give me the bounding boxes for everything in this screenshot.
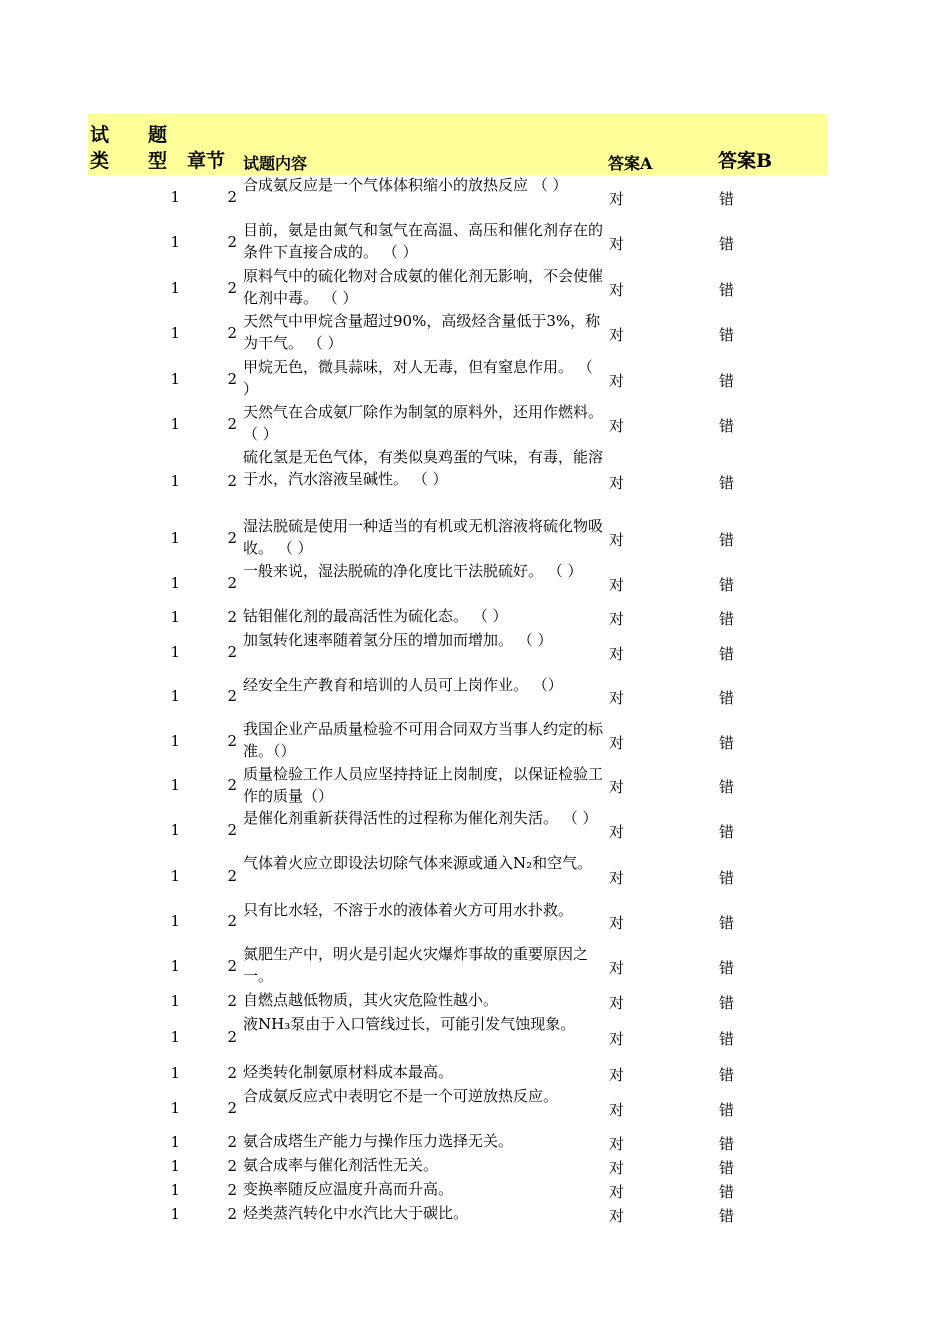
cell-question-type: 1 — [170, 233, 180, 251]
table-row — [88, 447, 828, 516]
table-row — [88, 561, 828, 606]
cell-question-type: 1 — [170, 279, 180, 297]
table-row — [88, 853, 828, 900]
cell-question-type: 1 — [170, 574, 180, 592]
cell-answer-a: 对 — [609, 734, 625, 752]
cell-question-type: 1 — [170, 1028, 180, 1046]
cell-answer-a: 对 — [609, 1183, 625, 1201]
cell-chapter: 2 — [227, 608, 237, 626]
table-row — [88, 606, 828, 630]
cell-question-type: 1 — [170, 957, 180, 975]
cell-question-type: 1 — [170, 188, 180, 206]
cell-answer-b: 错 — [719, 734, 735, 752]
cell-answer-a: 对 — [609, 372, 625, 390]
cell-chapter: 2 — [227, 992, 237, 1010]
cell-question-type: 1 — [170, 1205, 180, 1223]
cell-question-text: 我国企业产品质量检验不可用合同双方当事人约定的标准。（） — [243, 720, 604, 760]
cell-chapter: 2 — [227, 1099, 237, 1117]
cell-answer-a: 对 — [609, 994, 625, 1012]
cell-chapter: 2 — [227, 643, 237, 661]
cell-question-text: 气体着火应立即设法切除气体来源或通入N₂和空气。 — [243, 854, 593, 872]
table-body — [88, 175, 828, 1227]
table-row — [88, 808, 828, 853]
cell-question-text: 自燃点越低物质，其火灾危险性越小。 — [243, 991, 499, 1009]
cell-chapter: 2 — [227, 574, 237, 592]
cell-answer-a: 对 — [609, 869, 625, 887]
cell-answer-b: 错 — [719, 235, 735, 253]
table-row — [88, 1131, 828, 1155]
cell-question-type: 1 — [170, 687, 180, 705]
cell-answer-b: 错 — [719, 959, 735, 977]
cell-chapter: 2 — [227, 324, 237, 342]
cell-question-text: 目前，氨是由氮气和氢气在高温、高压和催化剂存在的条件下直接合成的。 （ ） — [243, 221, 604, 261]
table-row — [88, 1155, 828, 1179]
cell-question-type: 1 — [170, 821, 180, 839]
cell-answer-a: 对 — [609, 474, 625, 492]
cell-question-text: 经安全生产教育和培训的人员可上岗作业。 （） — [243, 676, 563, 694]
cell-question-text: 氨合成率与催化剂活性无关。 — [243, 1156, 439, 1174]
cell-answer-b: 错 — [719, 994, 735, 1012]
table-row — [88, 630, 828, 675]
table-row — [88, 1062, 828, 1086]
cell-answer-a: 对 — [609, 1030, 625, 1048]
cell-answer-a: 对 — [609, 1159, 625, 1177]
cell-answer-a: 对 — [609, 778, 625, 796]
table-row — [88, 944, 828, 990]
cell-question-text: 原料气中的硫化物对合成氨的催化剂无影响，不会使催化剂中毒。 （ ） — [243, 267, 604, 307]
cell-question-text: 加氢转化速率随着氢分压的增加而增加。 （ ） — [243, 631, 553, 649]
cell-answer-a: 对 — [609, 1135, 625, 1153]
cell-question-type: 1 — [170, 415, 180, 433]
cell-answer-b: 错 — [719, 372, 735, 390]
cell-answer-b: 错 — [719, 914, 735, 932]
cell-chapter: 2 — [227, 776, 237, 794]
cell-question-type: 1 — [170, 608, 180, 626]
table-row — [88, 719, 828, 764]
cell-question-type: 1 — [170, 1133, 180, 1151]
cell-answer-a: 对 — [609, 1101, 625, 1119]
cell-question-type: 1 — [170, 643, 180, 661]
cell-answer-b: 错 — [719, 281, 735, 299]
cell-answer-a: 对 — [609, 281, 625, 299]
cell-answer-b: 错 — [719, 610, 735, 628]
cell-answer-a: 对 — [609, 689, 625, 707]
cell-question-text: 质量检验工作人员应坚持持证上岗制度，以保证检验工作的质量（） — [243, 765, 604, 805]
cell-chapter: 2 — [227, 188, 237, 206]
cell-answer-a: 对 — [609, 326, 625, 344]
cell-question-text: 甲烷无色，微具蒜味，对人无毒，但有窒息作用。 （ ） — [243, 358, 593, 398]
cell-chapter: 2 — [227, 1133, 237, 1151]
header-question-type: 试类 — [90, 124, 110, 172]
cell-chapter: 2 — [227, 233, 237, 251]
cell-answer-a: 对 — [609, 235, 625, 253]
table-row — [88, 220, 828, 266]
cell-chapter: 2 — [227, 957, 237, 975]
cell-answer-b: 错 — [719, 190, 735, 208]
cell-answer-b: 错 — [719, 1066, 735, 1084]
cell-answer-a: 对 — [609, 190, 625, 208]
cell-answer-a: 对 — [609, 914, 625, 932]
cell-answer-b: 错 — [719, 1159, 735, 1177]
table-row — [88, 402, 828, 447]
cell-answer-b: 错 — [719, 417, 735, 435]
cell-question-text: 硫化氢是无色气体，有类似臭鸡蛋的气味，有毒，能溶于水，汽水溶液呈碱性。 （ ） — [243, 448, 604, 488]
cell-answer-a: 对 — [609, 417, 625, 435]
cell-chapter: 2 — [227, 912, 237, 930]
cell-answer-b: 错 — [719, 1101, 735, 1119]
cell-chapter: 2 — [227, 472, 237, 490]
header-content: 试题内容 — [243, 154, 308, 173]
cell-chapter: 2 — [227, 821, 237, 839]
table-row — [88, 357, 828, 402]
cell-answer-a: 对 — [609, 823, 625, 841]
cell-chapter: 2 — [227, 867, 237, 885]
cell-answer-b: 错 — [719, 645, 735, 663]
cell-answer-a: 对 — [609, 645, 625, 663]
cell-chapter: 2 — [227, 1181, 237, 1199]
cell-question-text: 烃类蒸汽转化中水汽比大于碳比。 — [243, 1204, 469, 1222]
cell-question-type: 1 — [170, 912, 180, 930]
cell-answer-a: 对 — [609, 959, 625, 977]
cell-question-type: 1 — [170, 867, 180, 885]
table-row — [88, 675, 828, 719]
cell-question-type: 1 — [170, 529, 180, 547]
cell-question-text: 是催化剂重新获得活性的过程称为催化剂失活。 （ ） — [243, 809, 598, 827]
cell-question-text: 变换率随反应温度升高而升高。 — [243, 1180, 454, 1198]
cell-chapter: 2 — [227, 1205, 237, 1223]
cell-question-text: 天然气在合成氨厂除作为制氢的原料外，还用作燃料。 （ ） — [243, 403, 604, 443]
question-table — [88, 114, 828, 1227]
cell-answer-b: 错 — [719, 576, 735, 594]
cell-chapter: 2 — [227, 529, 237, 547]
cell-chapter: 2 — [227, 1064, 237, 1082]
cell-chapter: 2 — [227, 732, 237, 750]
cell-question-text: 合成氨反应式中表明它不是一个可逆放热反应。 — [243, 1087, 559, 1105]
table-row — [88, 1086, 828, 1131]
cell-answer-a: 对 — [609, 1207, 625, 1225]
cell-question-type: 1 — [170, 776, 180, 794]
cell-question-type: 1 — [170, 1157, 180, 1175]
cell-answer-a: 对 — [609, 531, 625, 549]
cell-answer-b: 错 — [719, 1183, 735, 1201]
cell-answer-b: 错 — [719, 869, 735, 887]
table-row — [88, 1014, 828, 1062]
cell-answer-a: 对 — [609, 1066, 625, 1084]
cell-question-type: 1 — [170, 732, 180, 750]
cell-chapter: 2 — [227, 687, 237, 705]
table-row — [88, 990, 828, 1014]
cell-question-text: 湿法脱硫是使用一种适当的有机或无机溶液将硫化物吸收。 （ ） — [243, 517, 604, 557]
cell-question-text: 钴钼催化剂的最高活性为硫化态。 （ ） — [243, 607, 508, 625]
cell-answer-b: 错 — [719, 823, 735, 841]
table-row — [88, 764, 828, 808]
cell-question-type: 1 — [170, 1064, 180, 1082]
cell-chapter: 2 — [227, 415, 237, 433]
cell-answer-b: 错 — [719, 1207, 735, 1225]
cell-question-text: 合成氨反应是一个气体体积缩小的放热反应 （ ） — [243, 176, 568, 194]
cell-chapter: 2 — [227, 1028, 237, 1046]
cell-question-text: 氨合成塔生产能力与操作压力选择无关。 — [243, 1132, 514, 1150]
cell-question-text: 氮肥生产中，明火是引起火灾爆炸事故的重要原因之一。 — [243, 945, 589, 985]
table-row — [88, 311, 828, 357]
cell-chapter: 2 — [227, 279, 237, 297]
cell-question-type: 1 — [170, 992, 180, 1010]
cell-question-type: 1 — [170, 1099, 180, 1117]
cell-chapter: 2 — [227, 1157, 237, 1175]
cell-answer-b: 错 — [719, 531, 735, 549]
table-row — [88, 175, 828, 220]
cell-question-text: 烃类转化制氨原材料成本最高。 — [243, 1063, 454, 1081]
cell-answer-b: 错 — [719, 326, 735, 344]
header-answer-a: 答案A — [608, 154, 653, 173]
cell-chapter: 2 — [227, 370, 237, 388]
table-row — [88, 1203, 828, 1227]
header-question-kind: 题型 — [148, 124, 168, 172]
cell-question-text: 天然气中甲烷含量超过90%，高级烃含量低于3%，称为干气。 （ ） — [243, 312, 601, 352]
cell-answer-b: 错 — [719, 474, 735, 492]
table-row — [88, 266, 828, 311]
table-header — [88, 114, 828, 175]
cell-answer-b: 错 — [719, 689, 735, 707]
cell-question-type: 1 — [170, 1181, 180, 1199]
header-chapter: 章节 — [187, 150, 226, 172]
cell-question-text: 液NH₃泵由于入口管线过长，可能引发气蚀现象。 — [243, 1015, 576, 1033]
table-row — [88, 516, 828, 561]
table-row — [88, 1179, 828, 1203]
cell-question-type: 1 — [170, 472, 180, 490]
cell-question-type: 1 — [170, 370, 180, 388]
cell-answer-a: 对 — [609, 610, 625, 628]
cell-answer-b: 错 — [719, 1135, 735, 1153]
cell-question-text: 一般来说，湿法脱硫的净化度比干法脱硫好。 （ ） — [243, 562, 583, 580]
cell-answer-a: 对 — [609, 576, 625, 594]
cell-question-type: 1 — [170, 324, 180, 342]
cell-question-text: 只有比水轻，不溶于水的液体着火方可用水扑救。 — [243, 901, 574, 919]
cell-answer-b: 错 — [719, 1030, 735, 1048]
cell-answer-b: 错 — [719, 778, 735, 796]
table-row — [88, 900, 828, 944]
header-answer-b: 答案B — [718, 150, 773, 172]
